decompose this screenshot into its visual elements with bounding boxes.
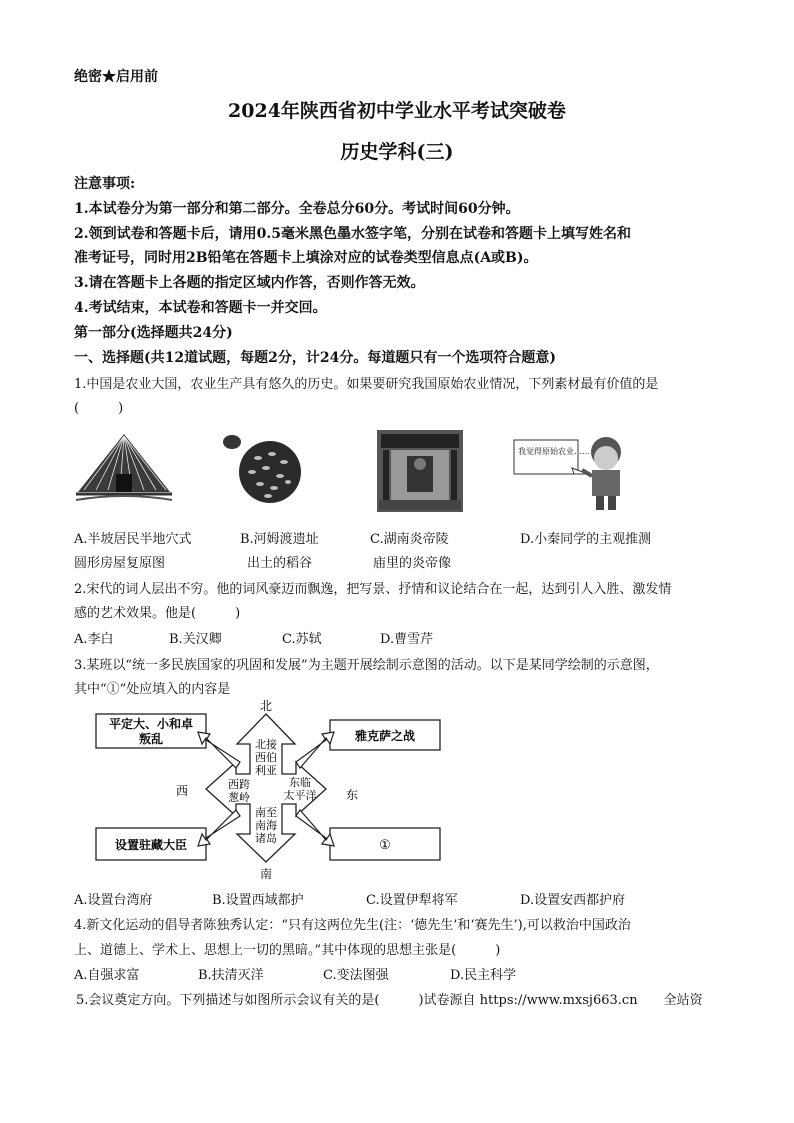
student-cartoon-image bbox=[512, 430, 652, 512]
secret-label: 绝密★启用前 bbox=[74, 69, 158, 85]
q1-option-c-line1: C.湖南炎帝陵 bbox=[370, 532, 449, 547]
q1-option-b-line1: B.河姆渡遗址 bbox=[240, 532, 319, 547]
q2-option-d: D.曹雪芹 bbox=[380, 632, 434, 647]
q1-option-d-line1: D.小秦同学的主观推测 bbox=[520, 532, 652, 547]
q4-stem-line2: 上、道德上、学术上、思想上一切的黑暗。”其中体现的思想主张是( ) bbox=[74, 943, 501, 958]
territory-diagram bbox=[90, 700, 450, 880]
arrow-south-line1: 南至 bbox=[255, 806, 277, 819]
arrow-to-top-left bbox=[198, 732, 240, 768]
arrow-north-line2: 西伯 bbox=[255, 751, 277, 764]
q1-option-a-line1: A.半坡居民半地穴式 bbox=[74, 532, 192, 547]
box-bottom-left-text: 设置驻藏大臣 bbox=[114, 838, 188, 852]
note-2a: 2.领到试卷和答题卡后，请用0.5毫米黑色墨水签字笔，分别在试卷和答题卡上填写姓名和 bbox=[74, 226, 631, 242]
arrow-south-line3: 诸岛 bbox=[255, 832, 277, 845]
arrow-to-top-right bbox=[296, 732, 334, 768]
arrow-west-line1: 西跨 bbox=[228, 778, 250, 791]
note-4: 4.考试结束，本试卷和答题卡一并交回。 bbox=[74, 300, 327, 316]
exam-title: 2024年陕西省初中学业水平考试突破卷 bbox=[228, 100, 566, 122]
q1-option-b-line2: 出土的稻谷 bbox=[247, 556, 313, 571]
rice-grains-image bbox=[222, 432, 304, 510]
q3-option-b: B.设置西域都护 bbox=[212, 893, 304, 908]
arrow-north-line1: 北接 bbox=[255, 738, 277, 751]
note-1: 1.本试卷分为第一部分和第二部分。全卷总分60分。考试时间60分钟。 bbox=[74, 201, 520, 217]
arrow-west-line2: 葱岭 bbox=[228, 791, 250, 804]
box-top-left-line1: 平定大、小和卓 bbox=[108, 717, 194, 731]
exam-subtitle: 历史学科(三) bbox=[340, 141, 454, 163]
q5-stem: 5.会议奠定方向。下列描述与如图所示会议有关的是( )试卷源自 https://www.mxsj663.cn 全站资 bbox=[76, 993, 703, 1008]
q3-option-c: C.设置伊犁将军 bbox=[366, 893, 458, 908]
note-3: 3.请在答题卡上各题的指定区域内作答，否则作答无效。 bbox=[74, 275, 425, 291]
q4-option-d: D.民主科学 bbox=[450, 968, 517, 983]
q2-option-c: C.苏轼 bbox=[282, 632, 322, 647]
q2-stem-line1: 2.宋代的词人层出不穷。他的词风豪迈而飘逸，把写景、抒情和议论结合在一起，达到引人入胜、激发情 bbox=[74, 582, 672, 597]
q2-stem-line2: 感的艺术效果。他是( ) bbox=[74, 606, 241, 621]
q2-option-b: B.关汉卿 bbox=[169, 632, 222, 647]
direction-south: 南 bbox=[259, 867, 273, 880]
q3-option-d: D.设置安西都护府 bbox=[520, 893, 626, 908]
q3-stem-line1: 3.某班以“统一多民族国家的巩固和发展”为主题开展绘制示意图的活动。以下是某同学绘制的示意图， bbox=[74, 658, 659, 673]
arrow-east-line2: 太平洋 bbox=[283, 789, 317, 802]
q1-option-c-line2: 庙里的炎帝像 bbox=[373, 556, 452, 571]
direction-east: 东 bbox=[345, 788, 359, 802]
q3-stem-line2: 其中“①”处应填入的内容是 bbox=[74, 682, 231, 697]
arrow-to-bottom-right bbox=[296, 810, 334, 846]
q3-option-a: A.设置台湾府 bbox=[74, 893, 153, 908]
hut-image bbox=[74, 430, 174, 510]
direction-west: 西 bbox=[175, 784, 189, 798]
yan-emperor-statue-image bbox=[377, 430, 463, 512]
section-heading: 一、选择题(共12道试题，每题2分，计24分。每道题只有一个选项符合题意) bbox=[74, 350, 556, 366]
q4-option-c: C.变法图强 bbox=[323, 968, 389, 983]
q1-option-a-line2: 圆形房屋复原图 bbox=[74, 556, 166, 571]
direction-north: 北 bbox=[259, 700, 273, 713]
arrow-east-line1: 东临 bbox=[289, 776, 311, 789]
q1-paren: ( ) bbox=[74, 401, 124, 416]
q2-option-a: A.李白 bbox=[74, 632, 114, 647]
q1-stem: 1.中国是农业大国，农业生产具有悠久的历史。如果要研究我国原始农业情况，下列素材最有价值的是 bbox=[74, 377, 659, 392]
notes-heading: 注意事项: bbox=[74, 176, 136, 192]
box-top-left-line2: 叛乱 bbox=[138, 732, 164, 746]
box-bottom-right-text: ① bbox=[379, 838, 391, 853]
arrow-north-line3: 利亚 bbox=[255, 764, 277, 777]
box-top-right-text: 雅克萨之战 bbox=[354, 729, 416, 743]
speech-bubble-text: 我觉得原始农业…… bbox=[518, 447, 590, 456]
part1-heading: 第一部分(选择题共24分) bbox=[74, 325, 233, 341]
q4-option-a: A.自强求富 bbox=[74, 968, 140, 983]
arrow-south-line2: 南海 bbox=[255, 819, 277, 832]
q4-stem-line1: 4.新文化运动的倡导者陈独秀认定：“只有这两位先生(注：‘德先生’和‘赛先生’),可以救治中国政治 bbox=[74, 918, 631, 933]
note-2b: 准考证号，同时用2B铅笔在答题卡上填涂对应的试卷类型信息点(A或B)。 bbox=[74, 250, 538, 266]
q4-option-b: B.扶清灭洋 bbox=[198, 968, 264, 983]
